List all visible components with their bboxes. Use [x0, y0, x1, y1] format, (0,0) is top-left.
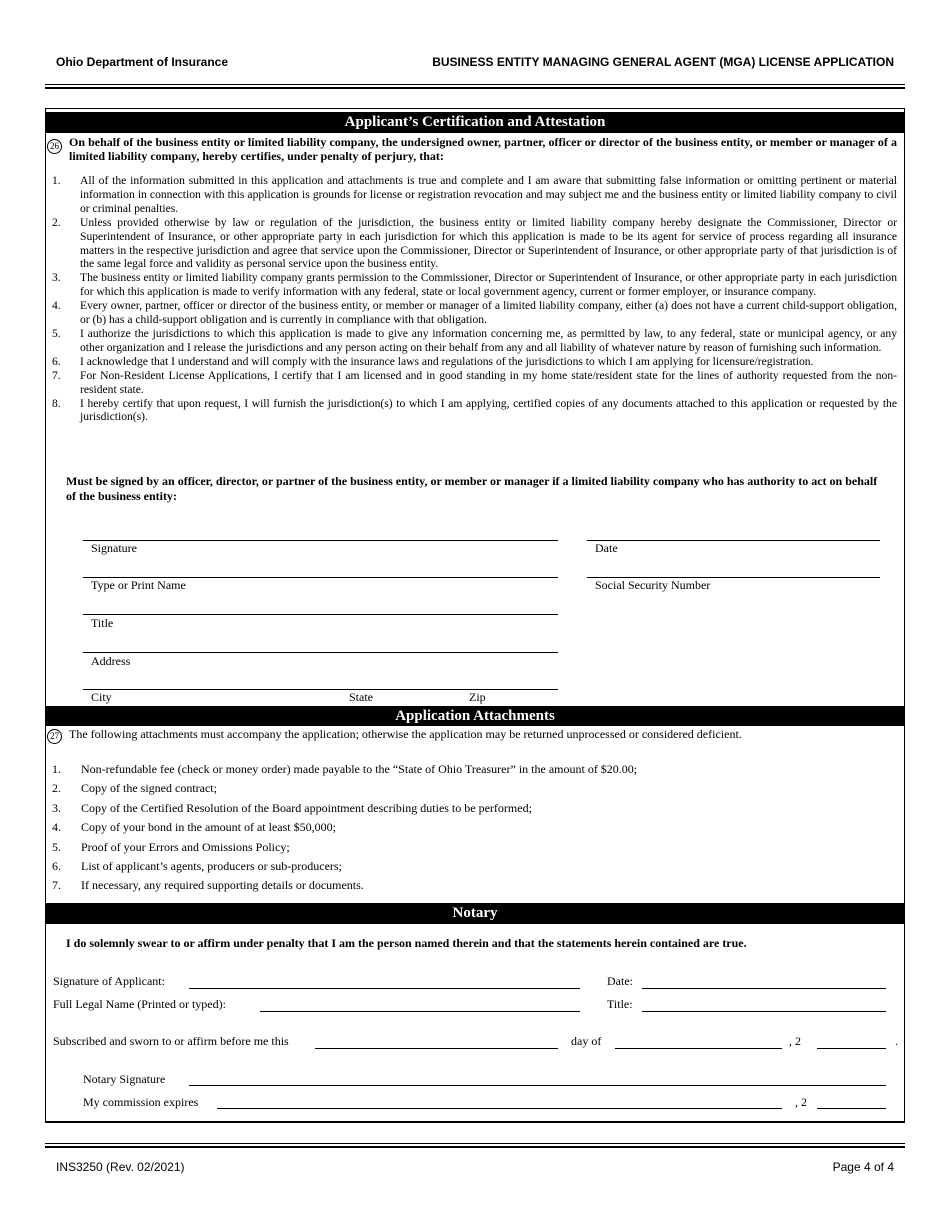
agency-name: Ohio Department of Insurance [56, 55, 229, 69]
subscribed-label: Subscribed and sworn to or affirm before me this [53, 1034, 289, 1048]
state-label: State [349, 690, 373, 704]
title-label: Title [91, 616, 114, 630]
period: . [895, 1034, 898, 1048]
section-header-attachments: Application Attachments [45, 706, 905, 726]
list-item: 1. All of the information submitted in this application and attachments is true and complete and I am aware that submitting false information or omitting pertinent or material information in connection with this application is grounds for license or registration revocation and may subject me and the business entity or limited liability company to civil or criminal penalties. [52, 174, 897, 215]
list-item: 3. The business entity or limited liability company grants permission to the Commissioner, Director or Superintendent of Insurance, or other appropriate party in each jurisdiction for which this application is made to verify information with any federal, state or local government agency, current or former employer, or insurance company. [52, 271, 897, 299]
zip-label: Zip [469, 690, 486, 704]
list-item: 6. I acknowledge that I understand and will comply with the insurance laws and regulations of the jurisdictions to which I am applying for licensure/registration. [52, 354, 814, 368]
list-item: 7. For Non-Resident License Applications, I certify that I am licensed and in good standing in my home state/resident state for the lines of authority requested from the non-resident state. [52, 368, 897, 396]
notary-signature-line[interactable] [189, 1085, 886, 1086]
applicant-signature-label: Signature of Applicant: [53, 974, 165, 988]
date-label: Date [595, 541, 618, 555]
section-header-notary: Notary [45, 903, 905, 924]
notary-title-line[interactable] [642, 1011, 886, 1012]
list-item: 5. Proof of your Errors and Omissions Policy; [52, 839, 290, 854]
section-header-certification: Applicant’s Certification and Attestation [45, 112, 905, 133]
header-rule [45, 84, 905, 89]
title-line[interactable] [83, 614, 558, 615]
notary-title-label: Title: [607, 997, 633, 1011]
notary-signature-label: Notary Signature [83, 1072, 166, 1086]
ssn-label: Social Security Number [595, 578, 711, 592]
applicant-signature-line[interactable] [189, 988, 580, 989]
attachments-intro: The following attachments must accompany the application; otherwise the application may be returned unprocessed or considered deficient. [69, 727, 742, 741]
list-item: 3. Copy of the Certified Resolution of the Board appointment describing duties to be performed; [52, 800, 532, 815]
list-item: 4. Every owner, partner, officer or director of the business entity, or member or manager of a limited liability company, either (a) does not have a current child-support obligation, or (b) has a child-support obligation and is currently in compliance with that obligation. [52, 299, 897, 327]
full-legal-name-label: Full Legal Name (Printed or typed): [53, 997, 226, 1011]
certification-intro: On behalf of the business entity or limited liability company, the undersigned owner, partner, officer or director of the business entity, or member or manager of a limited liability company, hereby certifies, under penalty of perjury, that: [69, 135, 897, 164]
certification-list [52, 174, 897, 424]
notary-date-line[interactable] [642, 988, 886, 989]
question-number-26: 26 [47, 139, 62, 154]
list-item: 2. Unless provided otherwise by law or regulation of the jurisdiction, the business entity or limited liability company hereby designate the Commissioner, Director or Superintendent of Insurance, or other appropriate party in each jurisdiction for which this application is made to be its agent for service of process regarding all insurance matters in the respective jurisdiction and agree that service upon the Commissioner, Director or Superintendent of Insurance, or other appropriate party of that jurisdiction is of the same legal force and validity as personal service upon the business entity. [52, 215, 897, 271]
list-item: 7. If necessary, any required supporting details or documents. [52, 878, 364, 893]
date-line[interactable] [587, 540, 880, 541]
day-of-label: day of [571, 1034, 602, 1048]
list-item: 8. I hereby certify that upon request, I will furnish the jurisdiction(s) to which I am applying, certified copies of any documents attached to this application or requested by the jurisdiction(s). [52, 396, 897, 424]
full-legal-name-line[interactable] [260, 1011, 580, 1012]
signature-label: Signature [91, 541, 137, 555]
question-number-27: 27 [47, 729, 62, 744]
page-number: Page 4 of 4 [832, 1160, 894, 1174]
notary-oath: I do solemnly swear to or affirm under penalty that I am the person named therein and that the statements herein contained are true. [66, 936, 747, 950]
commission-expires-label: My commission expires [83, 1095, 199, 1109]
signature-line[interactable] [83, 540, 558, 541]
print-name-label: Type or Print Name [91, 578, 186, 592]
year-prefix: , 2 [789, 1034, 801, 1048]
address-line[interactable] [83, 652, 558, 653]
commission-year-prefix: , 2 [795, 1095, 807, 1109]
city-state-zip-line[interactable] [83, 689, 558, 690]
city-label: City [91, 690, 112, 704]
list-item: 4. Copy of your bond in the amount of at least $50,000; [52, 820, 336, 835]
form-id: INS3250 (Rev. 02/2021) [56, 1160, 185, 1174]
form-title: BUSINESS ENTITY MANAGING GENERAL AGENT (MGA) LICENSE APPLICATION [432, 55, 894, 69]
list-item: 5. I authorize the jurisdictions to which this application is made to give any information concerning me, as permitted by law, to any federal, state or municipal agency, or any other organization and I release the jurisdictions and any person acting on their behalf from any and all liability of whatever nature by reason of furnishing such information. [52, 326, 897, 354]
notary-date-label: Date: [607, 974, 633, 988]
subscribed-month-line[interactable] [615, 1048, 782, 1049]
commission-year-line[interactable] [817, 1108, 886, 1109]
list-item: 1. Non-refundable fee (check or money order) made payable to the “State of Ohio Treasurer” in the amount of $20.00; [52, 762, 638, 776]
signing-requirement: Must be signed by an officer, director, or partner of the business entity, or member or manager if a limited liability company who has authority to act on behalf of the business entity: [66, 474, 878, 503]
attachments-list [52, 760, 637, 896]
list-item: 6. List of applicant’s agents, producers or sub-producers; [52, 859, 342, 874]
subscribed-day-line[interactable] [315, 1048, 558, 1049]
list-item: 2. Copy of the signed contract; [52, 781, 217, 796]
commission-expires-line[interactable] [217, 1108, 782, 1109]
footer-rule [45, 1143, 905, 1148]
address-label: Address [91, 654, 131, 668]
subscribed-year-line[interactable] [817, 1048, 886, 1049]
